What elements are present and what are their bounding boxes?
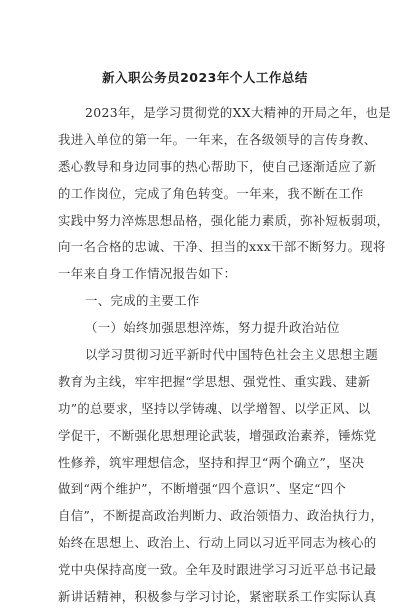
body-line: （一）始终加强思想淬炼，努力提升政治站位 (85, 320, 340, 336)
body-line: 一、完成的主要工作 (85, 293, 200, 309)
body-line: 党中央保持高度一致。全年及时跟进学习习近平总书记最 (58, 562, 377, 578)
body-line: 做到“两个维护”，不断增强“四个意识”、坚定“四个 (58, 481, 347, 497)
body-line: 性修养，筑牢理想信念，坚持和捍卫“两个确立”，坚决 (58, 454, 365, 470)
body-line: 学促干，不断强化思想理论武装，增强政治素养，锤炼党 (58, 427, 377, 443)
body-line: 一年来自身工作情况报告如下： (58, 266, 237, 282)
body-line: 向一名合格的忠诚、干净、担当的xxx干部不断努力。现将 (58, 239, 386, 255)
body-line: 自信”，不断提高政治判断力、政治领悟力、政治执行力， (58, 508, 384, 524)
document-title: 新入职公务员2023年个人工作总结 (102, 70, 308, 85)
body-line: 以学习贯彻习近平新时代中国特色社会主义思想主题 (85, 347, 379, 363)
body-line: 我进入单位的第一年。一年来，在各级领导的言传身教、 (58, 131, 377, 147)
body-line: 功”的总要求，坚持以学铸魂、以学增智、以学正风、以 (58, 400, 371, 416)
body-line: 实践中努力淬炼思想品格，强化能力素质，弥补短板弱项， (58, 212, 390, 228)
body-line: 始终在思想上、政治上、行动上同以习近平同志为核心的 (58, 535, 377, 551)
body-line: 悉心教导和身边同事的热心帮助下，使自己逐渐适应了新 (58, 158, 377, 174)
body-line: 教育为主线，牢牢把握“学思想、强党性、重实践、建新 (58, 373, 371, 389)
body-line: 2023年，是学习贯彻党的XX大精神的开局之年，也是 (85, 105, 392, 120)
body-line: 的工作岗位，完成了角色转变。一年来，我不断在工作 (58, 185, 364, 201)
document-body (58, 100, 392, 611)
body-line: 新讲话精神，积极参与学习讨论，紧密联系工作实际认真 (58, 589, 377, 605)
